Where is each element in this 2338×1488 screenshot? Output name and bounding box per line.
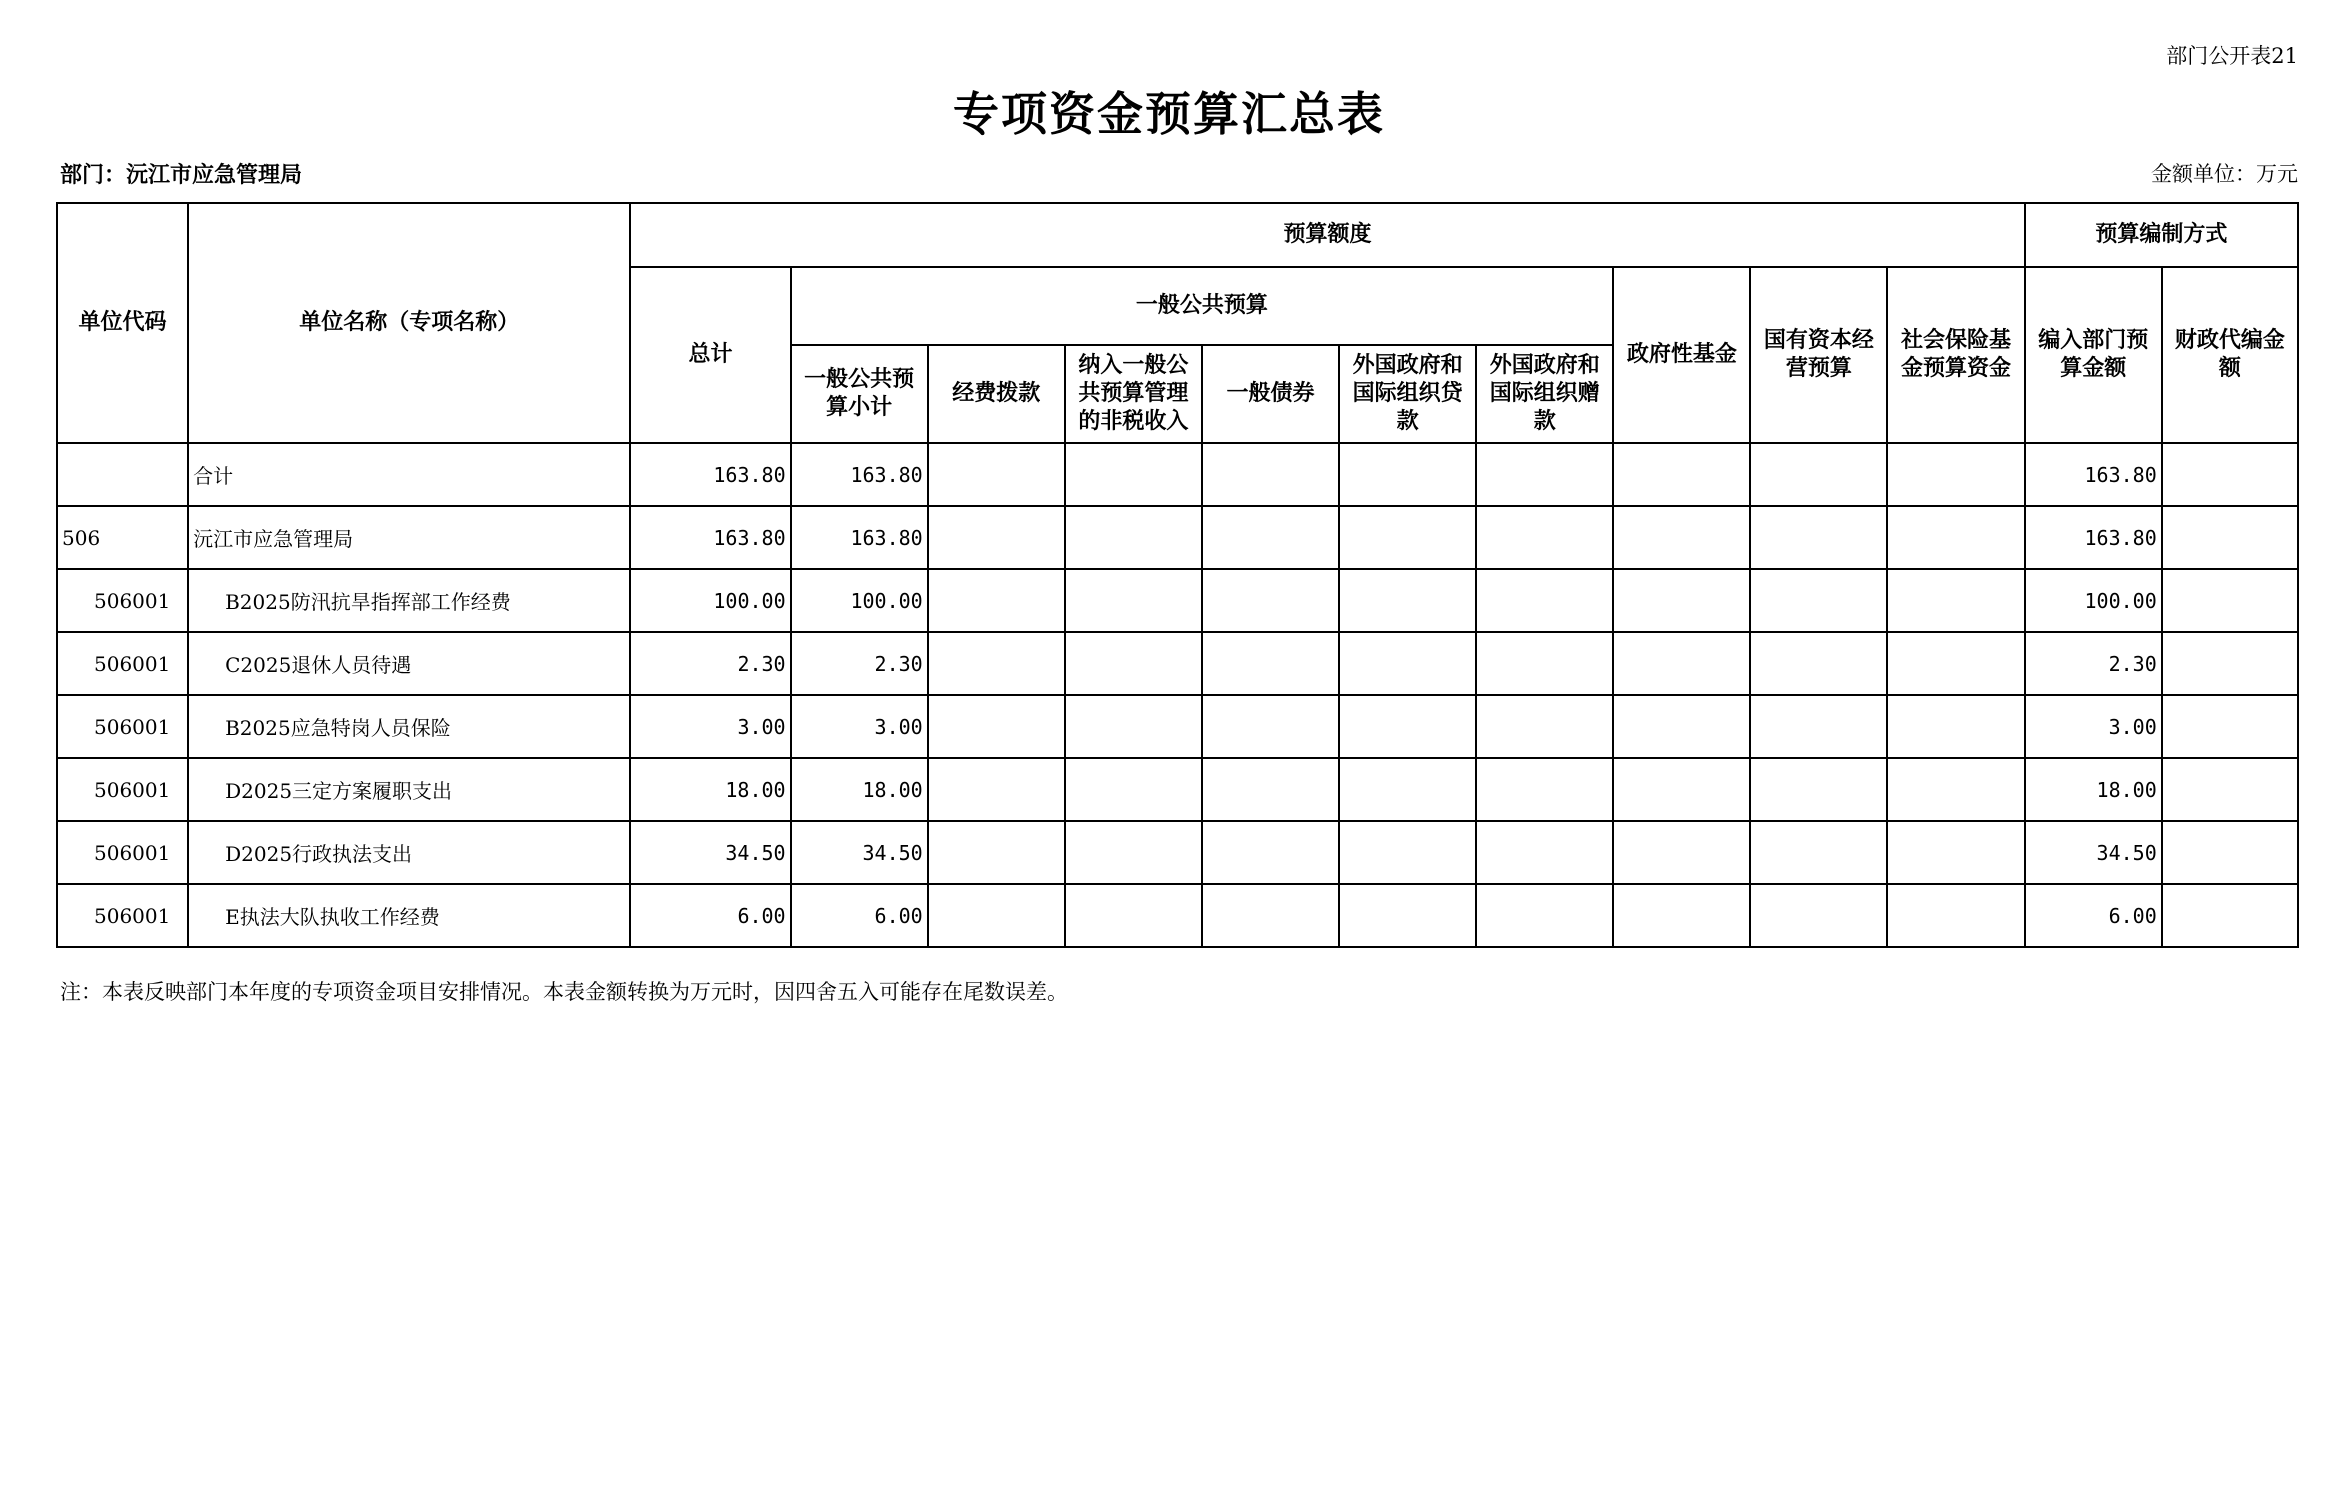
cell-total: 6.00 bbox=[630, 884, 790, 947]
cell-name: B2025应急特岗人员保险 bbox=[188, 695, 630, 758]
table-row bbox=[57, 632, 2298, 695]
cell-name: 沅江市应急管理局 bbox=[188, 506, 630, 569]
cell-dept-budget: 2.30 bbox=[2025, 632, 2162, 695]
page-title: 专项资金预算汇总表 bbox=[953, 87, 1385, 141]
cell-dept-budget: 3.00 bbox=[2025, 695, 2162, 758]
cell-gp-subtotal: 2.30 bbox=[791, 632, 928, 695]
cell-code bbox=[57, 443, 188, 506]
cell-total: 3.00 bbox=[630, 695, 790, 758]
cell-code: 506001 bbox=[57, 632, 188, 695]
header-fiscal-agent: 财政代编金额 bbox=[2162, 267, 2298, 443]
header-state-capital: 国有资本经营预算 bbox=[1750, 267, 1887, 443]
cell-name: C2025退休人员待遇 bbox=[188, 632, 630, 695]
cell-gp-subtotal: 6.00 bbox=[791, 884, 928, 947]
table-row bbox=[57, 443, 2298, 506]
table-row bbox=[57, 506, 2298, 569]
header-general-public-budget: 一般公共预算 bbox=[791, 267, 1614, 345]
header-appropriation: 经费拨款 bbox=[928, 345, 1065, 443]
table-row bbox=[57, 884, 2298, 947]
table-row bbox=[57, 758, 2298, 821]
cell-name: E执法大队执收工作经费 bbox=[188, 884, 630, 947]
cell-gp-subtotal: 18.00 bbox=[791, 758, 928, 821]
cell-total: 163.80 bbox=[630, 506, 790, 569]
cell-code: 506 bbox=[57, 506, 188, 569]
cell-gp-subtotal: 3.00 bbox=[791, 695, 928, 758]
cell-total: 2.30 bbox=[630, 632, 790, 695]
header-total: 总计 bbox=[630, 267, 790, 443]
header-budget-method: 预算编制方式 bbox=[2025, 203, 2298, 267]
header-social-insurance: 社会保险基金预算资金 bbox=[1887, 267, 2024, 443]
cell-total: 163.80 bbox=[630, 443, 790, 506]
cell-name: B2025防汛抗旱指挥部工作经费 bbox=[188, 569, 630, 632]
header-unit-code: 单位代码 bbox=[57, 203, 188, 443]
header-dept-budget: 编入部门预算金额 bbox=[2025, 267, 2162, 443]
header-general-debt: 一般债券 bbox=[1202, 345, 1339, 443]
cell-name: D2025三定方案履职支出 bbox=[188, 758, 630, 821]
header-unit-name: 单位名称（专项名称） bbox=[188, 203, 630, 443]
table-row bbox=[57, 569, 2298, 632]
cell-dept-budget: 18.00 bbox=[2025, 758, 2162, 821]
header-gp-subtotal: 一般公共预算小计 bbox=[791, 345, 928, 443]
cell-gp-subtotal: 100.00 bbox=[791, 569, 928, 632]
cell-code: 506001 bbox=[57, 695, 188, 758]
cell-code: 506001 bbox=[57, 821, 188, 884]
budget-table bbox=[56, 202, 2299, 948]
cell-total: 100.00 bbox=[630, 569, 790, 632]
header-gov-fund: 政府性基金 bbox=[1613, 267, 1750, 443]
cell-dept-budget: 163.80 bbox=[2025, 443, 2162, 506]
header-budget-amount: 预算额度 bbox=[630, 203, 2024, 267]
cell-gp-subtotal: 34.50 bbox=[791, 821, 928, 884]
cell-code: 506001 bbox=[57, 884, 188, 947]
header-foreign-grant: 外国政府和国际组织赠款 bbox=[1476, 345, 1613, 443]
department-label: 部门：沅江市应急管理局 bbox=[60, 163, 303, 188]
table-row bbox=[57, 695, 2298, 758]
header-non-tax: 纳入一般公共预算管理的非税收入 bbox=[1065, 345, 1202, 443]
table-footnote: 注：本表反映部门本年度的专项资金项目安排情况。本表金额转换为万元时，因四舍五入可能存在尾数误差。 bbox=[60, 980, 1068, 1004]
cell-code: 506001 bbox=[57, 758, 188, 821]
cell-dept-budget: 6.00 bbox=[2025, 884, 2162, 947]
cell-gp-subtotal: 163.80 bbox=[791, 506, 928, 569]
cell-total: 18.00 bbox=[630, 758, 790, 821]
cell-dept-budget: 34.50 bbox=[2025, 821, 2162, 884]
cell-gp-subtotal: 163.80 bbox=[791, 443, 928, 506]
cell-name: 合计 bbox=[188, 443, 630, 506]
amount-unit-label: 金额单位：万元 bbox=[2151, 162, 2298, 186]
header-foreign-loan: 外国政府和国际组织贷款 bbox=[1339, 345, 1476, 443]
cell-dept-budget: 163.80 bbox=[2025, 506, 2162, 569]
form-number: 部门公开表21 bbox=[2166, 44, 2298, 68]
cell-dept-budget: 100.00 bbox=[2025, 569, 2162, 632]
cell-name: D2025行政执法支出 bbox=[188, 821, 630, 884]
cell-code: 506001 bbox=[57, 569, 188, 632]
cell-total: 34.50 bbox=[630, 821, 790, 884]
table-row bbox=[57, 821, 2298, 884]
